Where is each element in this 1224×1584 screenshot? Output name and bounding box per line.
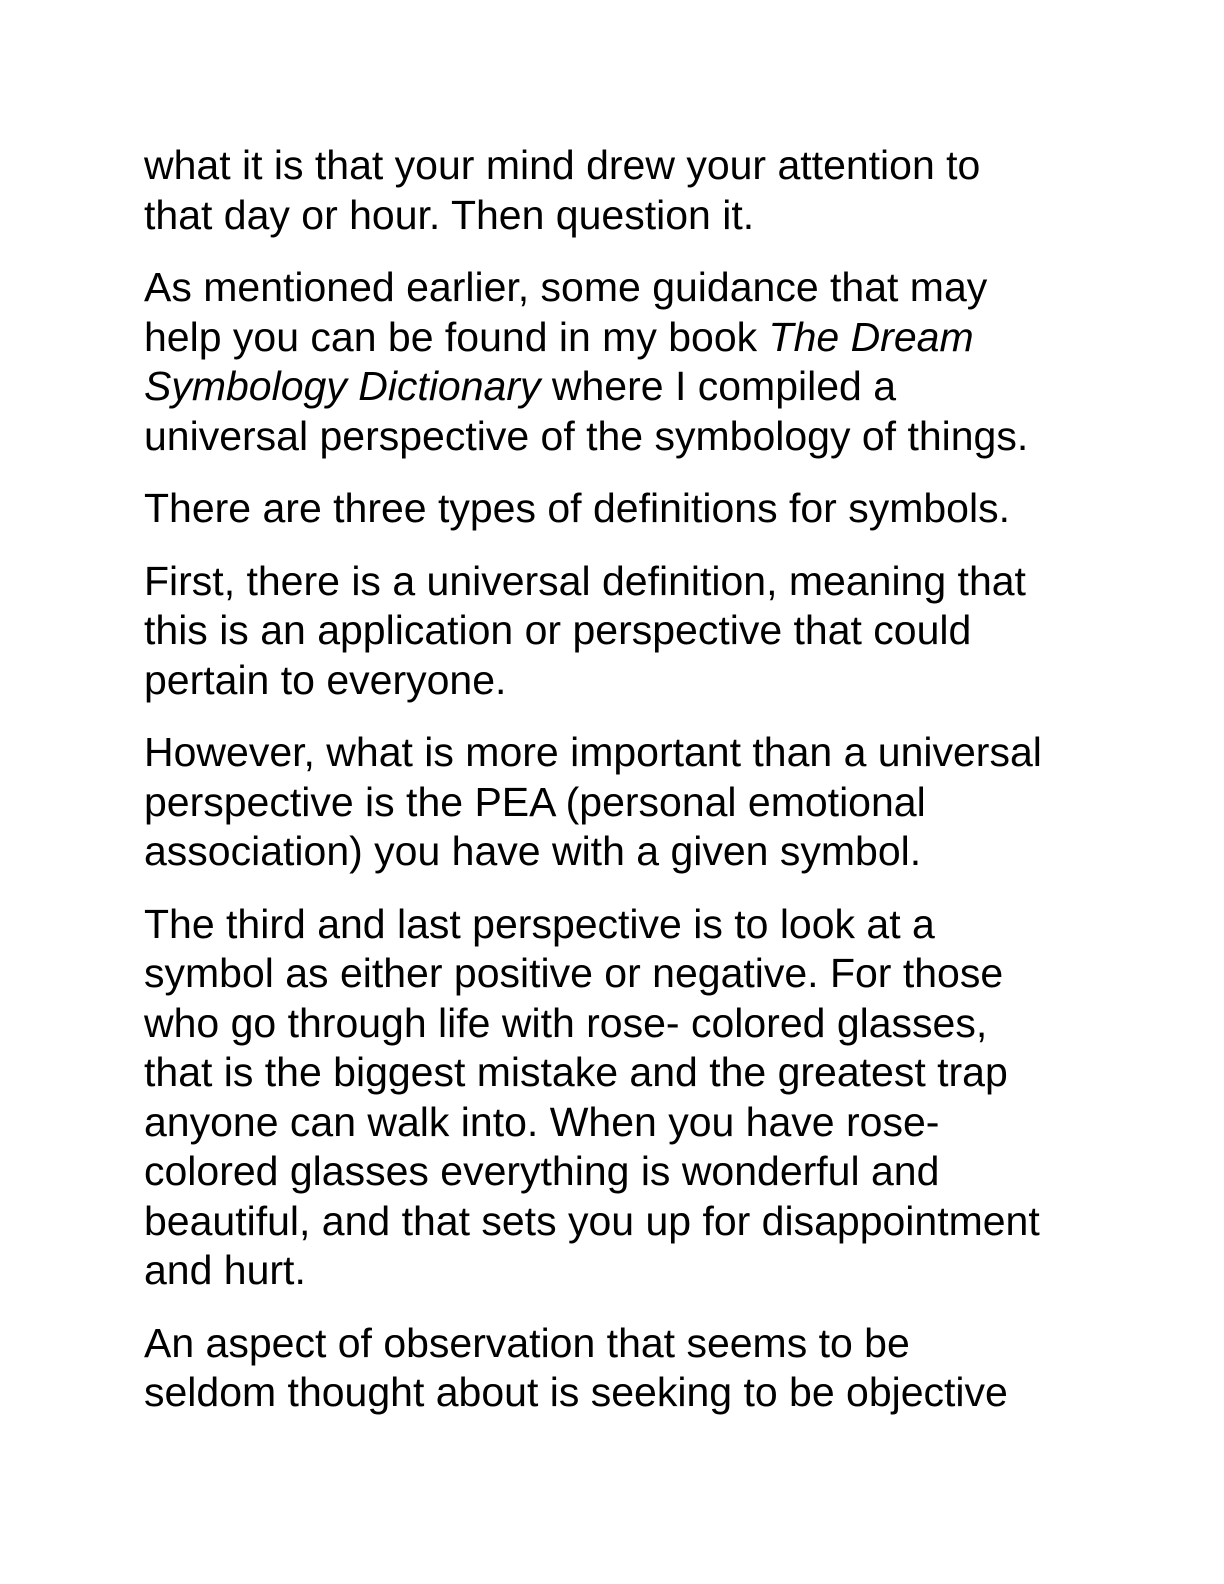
text-line: anyone can walk into. When you have rose- <box>144 1098 940 1145</box>
text-line: The third and last perspective is to look at a <box>144 900 935 947</box>
book-title-italic: The Dream <box>768 313 974 360</box>
text-line: An aspect of observation that seems to be <box>144 1319 910 1366</box>
text-line: There are three types of definitions for symbols. <box>144 485 1010 531</box>
text-line: who go through life with rose- colored glasses, <box>144 999 988 1046</box>
text-line: However, what is more important than a universal <box>144 729 1042 775</box>
text-line: what it is that your mind drew your attention to <box>144 142 981 188</box>
paragraph-universal-definition <box>144 557 1084 706</box>
text-line: seldom thought about is seeking to be objective <box>144 1369 1008 1415</box>
paragraph-pea <box>144 728 1084 877</box>
text-line: perspective is the PEA (personal emotional <box>144 778 926 825</box>
paragraph-three-types <box>144 484 1084 534</box>
text-line: and hurt. <box>144 1247 306 1293</box>
paragraph-attention <box>144 141 1084 240</box>
document-page <box>144 141 1084 1441</box>
text-line: As mentioned earlier, some guidance that may <box>144 264 988 310</box>
paragraph-observation <box>144 1319 1084 1418</box>
text-line: that day or hour. Then question it. <box>144 191 755 238</box>
text-line: this is an application or perspective that could <box>144 607 972 653</box>
text-line: beautiful, and that sets you up for disappointment <box>144 1197 1040 1244</box>
text-segment: where I compiled a <box>540 363 897 409</box>
book-title-italic: Symbology Dictionary <box>144 363 541 409</box>
text-line <box>144 362 1084 412</box>
text-line: pertain to everyone. <box>144 656 507 703</box>
text-line: symbol as either positive or negative. For those <box>144 950 1004 996</box>
text-line: universal perspective of the symbology of things. <box>144 412 1029 459</box>
text-line: colored glasses everything is wonderful and <box>144 1148 940 1194</box>
text-line: First, there is a universal definition, meaning that <box>144 557 1026 604</box>
text-line <box>144 313 1084 363</box>
text-line: association) you have with a given symbol. <box>144 828 922 874</box>
paragraph-book-reference <box>144 263 1084 461</box>
text-segment: help you can be found in my book <box>144 313 769 360</box>
text-line: that is the biggest mistake and the greatest trap <box>144 1049 1008 1095</box>
paragraph-positive-negative <box>144 900 1084 1296</box>
